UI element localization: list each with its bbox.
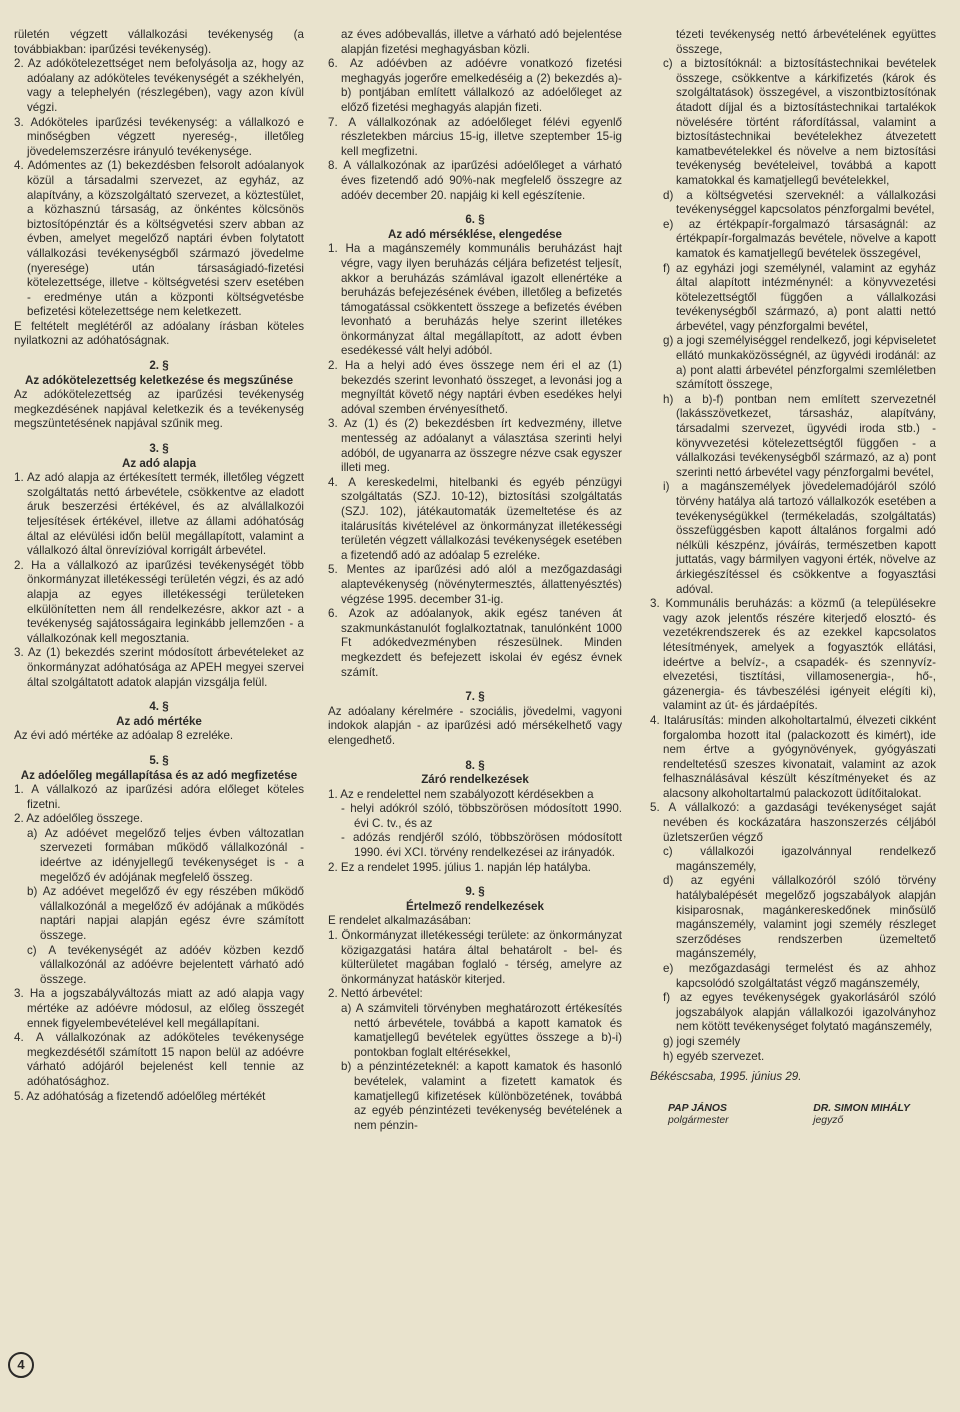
paragraph: E feltételt meglétéről az adóalany írásban köteles nyilatkozni az adóhatóságnak. xyxy=(14,319,304,348)
list-item: 2. Ha a helyi adó éves összege nem éri el az (1) bekezdés szerint levonható összeget, a levonási jog a megnyíltát követő négy naptári évben esedékes helyi adóval szemben érvényesíthető. xyxy=(328,359,622,416)
list-item: 6. Az adóévben az adóévre vonatkozó fizetési meghagyás jogerőre emelkedéséig a (2) bekezdés a)-b) pontjában említett vállalkozó az adóelőleget az előző fizetési meghagyás alapján fizeti. xyxy=(328,57,622,114)
section-number: 3. § xyxy=(149,442,169,456)
section-number: 7. § xyxy=(465,690,485,704)
list-item: 1. A vállalkozó az iparűzési adóra előleget köteles fizetni. xyxy=(14,783,304,811)
sub-item: d) az egyéni vállalkozóról szóló törvény hatálybalépését megelőző jogszabályok alapján kisiparosnak, magánkereskedőnek minősülő magánszemély, valamint jogi személy részleget szerződéses rendszerben üzemeltető magánszemély, xyxy=(663,874,936,961)
list-item: 5. Az adóhatóság a fizetendő adóelőleg mértékét xyxy=(14,1089,266,1103)
section-title: Az adóelőleg megállapítása és az adó megfizetése xyxy=(20,768,298,782)
list-item: 5. A vállalkozó: a gazdasági tevékenységet saját nevében és kockázatára haszonszerzés céljából üzletszerűen végző xyxy=(650,801,936,844)
signatory-name: DR. SIMON MIHÁLY xyxy=(813,1102,910,1114)
paragraph: tézeti tevékenység nettó árbevételének együttes összege, xyxy=(676,28,936,56)
list-item: 4. Adómentes az (1) bekezdésben felsorolt adóalanyok közül a társadalmi szervezet, az egyház, az alapítvány, a közszolgáltató szervezet, a köztestület, a közhasznú társaság, az önkéntes kölcsönös biztosítópénztár és a költségvetési szerv abban az évben, amelyet megelőző naptári évben folytatott vállalkozási tevékenységből származó jövedelme (nyeresége) után társaságiadó-fizetési kötelezettsége, illetve - költségvetési szerv esetében - eredménye után a központi költségvetésbe befizetési kötelezettsége nem keletkezett. xyxy=(14,159,304,319)
signatory-name: PAP JÁNOS xyxy=(668,1102,727,1114)
section-title: Záró rendelkezések xyxy=(421,773,529,787)
section-title: Az adó alapja xyxy=(121,456,197,470)
sub-item: f) az egyházi jogi személynél, valamint az egyház által alapított intézménynél: a könyvvezetési kötelezettségtől függően a vállalkozási tevékenységből származó, a) pont alatti nettó árbevétel, vagy pénzforgalmi bevétel, xyxy=(663,261,936,333)
list-item: 4. Italárusítás: minden alkoholtartalmú, élvezeti cikként forgalomba hozott ital (palackozott és kimért), ide nem értve a gyógynövények, gyógyászati rendeltetésű szeszes kivonatait, valamint az azok felhasználásával készült készítményeket és az alacsony alkoholtartalmú palackozott üdítőitalokat. xyxy=(650,713,936,800)
signature-block xyxy=(813,1103,910,1127)
section-number: 6. § xyxy=(465,213,485,227)
section-title: Értelmező rendelkezések xyxy=(406,899,544,913)
section-title: Az adó mérséklése, elengedése xyxy=(388,227,562,241)
paragraph: az éves adóbevallás, illetve a várható adó bejelentése alapján fizetési meghagyásban közli. xyxy=(341,28,622,56)
column-1 xyxy=(14,28,304,1104)
list-item: 3. Ha a jogszabályváltozás miatt az adó alapja vagy mértéke az adóévre módosul, az előleg összegét ennek figyelembevételével kell megállapítani. xyxy=(14,987,304,1030)
sub-item: e) az értékpapír-forgalmazó társaságnál: az értékpapír-forgalmazás bevétele, növelve a kapott kamatok és kamatjellegű bevételek összegével, xyxy=(663,217,936,260)
paragraph: Az adóalany kérelmére - szociális, jövedelmi, vagyoni indokok alapján - az iparűzési adó mérsékelhető vagy elengedhető. xyxy=(328,704,622,747)
list-item: 1. Önkormányzat illetékességi területe: az önkormányzat közigazgatási határa által behatárolt - bel- és külterületet magában foglaló - térség, amelyre az önkormányzat hatáskör kiterjed. xyxy=(328,929,622,986)
sub-item: c) A tevékenységét az adóév közben kezdő vállalkozónál az adóévre bejelentett várható adó összege. xyxy=(27,943,304,986)
sub-item: d) a költségvetési szerveknél: a vállalkozási tevékenységgel kapcsolatos pénzforgalmi bevétel, xyxy=(663,188,936,217)
section-number: 2. § xyxy=(149,359,169,373)
sub-item: - helyi adókról szóló, többszörösen módosított 1990. évi C. tv., és az xyxy=(341,802,622,830)
list-item: 3. Az (1) és (2) bekezdésben írt kedvezmény, illetve mentesség az adóalanyt a választása szerinti helyi adóból, de ugyanarra az összegre nézve csak egyszer illeti meg. xyxy=(328,417,622,475)
list-item: 5. Mentes az iparűzési adó alól a mezőgazdasági alaptevékenység (növénytermesztés, állattenyésztés) végzése 1995. december 31-ig. xyxy=(328,563,622,606)
sub-item: c) a biztosítóknál: a biztosítástechnikai bevételek összege, csökkentve a kárkifizetés (károk és szolgáltatások) összegével, a viszontbiztosítónak átadott díjjal és a biztosítástechnikai tartalékok növelésére történt ráfordítással, valamint a biztosítástechnikai bevételekhez átvezetett kamatbevételekkel és növelve a nem biztosítási tevékenység bevételeivel, továbbá a kapott kamatokkal és kamatjellegű bevételekkel, xyxy=(663,57,936,187)
column-2 xyxy=(328,28,622,1133)
sub-item: e) mezőgazdasági termelést és az ahhoz kapcsolódó szolgáltatást végző magánszemély, xyxy=(663,962,936,990)
sub-item: h) a b)-f) pontban nem említett szervezetnél (lakásszövetkezet, társasház, alapítvány, társadalmi szervezet, ügyvédi iroda stb.) - könyvvezetési kötelezettségtől függően - a vállalkozási tevékenységből származó, az a) pont szerinti nettó árbevétel vagy pénzforgalmi bevétel, xyxy=(663,392,936,479)
list-item: 4. A kereskedelmi, hitelbanki és egyéb pénzügyi szolgáltatás (SZJ. 10-12), biztosítási szolgáltatás (SZJ. 102), játékautomaták üzemeltetése és az italárusítás kivételével az önkormányzat illetékességi területén végzett vállalkozási tevékenységek esetében a fizetendő adó az adóalap 5 ezreléke. xyxy=(328,475,622,562)
sub-item: g) a jogi személyiséggel rendelkező, jogi képviseletet ellátó munkaközösségnél, az ügyvédi irodánál: az a) pont alatti árbevétel pénzforgalmi szemléletben számított összege, xyxy=(663,334,936,392)
sub-item: i) a magánszemélyek jövedelemadójáról szóló törvény hatálya alá tartozó vállalkozók esetében a tevékenységükkel (termékeladás, szolgáltatás) összefüggésben kapott általános forgalmi adó nélküli készpénz, jóváírás, természetben kapott juttatás, vagy bármilyen vagyoni érték, növelve az árkiegészítéssel és csökkentve a fogyasztási adóval. xyxy=(663,480,936,596)
list-item: 3. Kommunális beruházás: a közmű (a településekre vagy azok jelentős részére kiterjedő elosztó- és vezetékrendszerek és az ezekkel kapcsolatos létesítmények, amelyek a fogyasztók ellátási, ideértve a belvíz-, a csapadék- és szennyvíz-elvezetési, tisztítási, villamosenergia-, hő-, gázenergia- és távbeszélési igényeit elégíti ki), valamint az út- és járdaépítés. xyxy=(650,597,936,713)
sub-item: a) A számviteli törvényben meghatározott értékesítés nettó árbevétele, továbbá a kapott kamatok és kamatjellegű bevételek együttes összege a b)-i) pontokban foglalt eltérésekkel, xyxy=(341,1002,622,1059)
list-item: 1. Az e rendelettel nem szabályozott kérdésekben a xyxy=(328,787,594,801)
section-title: Az adó mértéke xyxy=(116,714,202,728)
list-item: 6. Azok az adóalanyok, akik egész tanéven át szakmunkástanulót foglalkoztatnak, tanulónként 1000 Ft adókedvezményben részesülnek. Minden megkezdett és befejezett iskolai év egész évnek számít. xyxy=(328,607,622,679)
sub-item: b) a pénzintézeteknél: a kapott kamatok és hasonló bevételek, valamint a fizetett kamatok és kamatjellegű kifizetések különbözetének, továbbá az egyéb pénzintézeti tevékenység bevételének a nem pénzin- xyxy=(341,1060,622,1132)
list-item: 2. Az adókötelezettséget nem befolyásolja az, hogy az adóalany az adóköteles tevékenységét a székhelyén, vagy a telephelyén (részlegében), vagy azon kívül végzi. xyxy=(14,57,304,114)
sub-item: f) az egyes tevékenységek gyakorlásáról szóló jogszabályok alapján vállalkozói igazolványhoz nem kötött tevékenységet folytató magánszemély, xyxy=(663,991,936,1034)
list-item: 1. Ha a magánszemély kommunális beruházást hajt végre, vagy ilyen beruházás céljára befizetést teljesít, akkor a beruházás számlával igazolt ellenértéke a beruházás befejezésének évében, illetőleg a befizetés támogatással csökkentett összege a befizetés évében levonható a beruházás helye szerint illetékes önkormányzat által megállapított, az adott évben esedékessé vált helyi adóból. xyxy=(328,242,622,358)
paragraph: E rendelet alkalmazásában: xyxy=(328,914,472,928)
section-number: 8. § xyxy=(465,758,485,772)
list-item: 2. Az adóelőleg összege. xyxy=(14,812,143,826)
list-item: 2. Ez a rendelet 1995. július 1. napján lép hatályba. xyxy=(328,860,591,874)
page-number: 4 xyxy=(8,1352,34,1378)
sub-item: - adózás rendjéről szóló, többszörösen módosított 1990. évi XCI. törvény rendelkezései az irányadók. xyxy=(341,831,622,860)
signatory-role: jegyző xyxy=(813,1114,844,1126)
section-number: 5. § xyxy=(149,753,169,767)
place-date: Békéscsaba, 1995. június 29. xyxy=(650,1070,802,1084)
section-number: 4. § xyxy=(149,700,169,714)
paragraph: Az adókötelezettség az iparűzési tevékenység megkezdésének napjával keletkezik és a tevékenység megszüntetésének napjával szűnik meg. xyxy=(14,388,304,431)
list-item: 1. Az adó alapja az értékesített termék, illetőleg végzett szolgáltatás nettó árbevétele, csökkentve az eladott áruk beszerzési értékével, és az alvállalkozói teljesítések értékével, illetve az állami adóhatóság által az elévülési időn belül megállapított, valamint a vállalkozó által önrevízióval korrigált árbevétel. xyxy=(14,471,304,558)
signatures xyxy=(650,1103,936,1127)
paragraph: Az évi adó mértéke az adóalap 8 ezreléke. xyxy=(14,729,234,743)
sub-item: b) Az adóévet megelőző év egy részében működő vállalkozónál a megelőző év adójának a működés naptári napjai alapján egész évre számított összege. xyxy=(27,885,304,943)
list-item: 3. Az (1) bekezdés szerint módosított árbevételeket az önkormányzat adóhatósága az APEH megyei szervei által szolgáltatott adatok alapján vizsgálja felül. xyxy=(14,646,304,689)
list-item: 2. Ha a vállalkozó az iparűzési tevékenységét több önkormányzat illetékességi területén végzi, és az adó alapja az egyes illetékességi területeken elkülönítetten nem áll rendelkezésre, akkor azt - a tevékenység sajátosságaira leginkább jellemzően - a vállalkozónak kell megosztania. xyxy=(14,558,304,645)
signatory-role: polgármester xyxy=(668,1114,729,1126)
list-item: 8. A vállalkozónak az iparűzési adóelőleget a várható éves fizetendő adó 90%-nak megfelelő összegre az adóév december 20. napjáig ki kell egészítenie. xyxy=(328,159,622,202)
list-item: 4. A vállalkozónak az adóköteles tevékenysége megkezdésétől számított 15 napon belül az adóévre várható adójáról bejelenést kell tennie az adóhatósághoz. xyxy=(14,1031,304,1088)
column-3 xyxy=(650,28,936,1127)
sub-item: c) vállalkozói igazolvánnyal rendelkező magánszemély, xyxy=(663,845,936,873)
sub-item: g) jogi személy xyxy=(663,1034,741,1048)
list-item: 3. Adóköteles iparűzési tevékenység: a vállalkozó e minőségben végzett nyereség-, illetőleg jövedelemszerzésre irányuló tevékenysége. xyxy=(14,115,304,158)
list-item: 7. A vállalkozónak az adóelőleget félévi egyenlő részletekben március 15-ig, illetve szeptember 15-ig kell megfizetni. xyxy=(328,115,622,158)
paragraph: rületén végzett vállalkozási tevékenység (a továbbiakban: iparűzési tevékenység). xyxy=(14,28,304,56)
sub-item: a) Az adóévet megelőző teljes évben változatlan szervezeti formában működő vállalkozónál - ideértve az idényjellegű tevékenységet is - a megelőző év adójának megfelelő összeg. xyxy=(27,826,304,884)
section-number: 9. § xyxy=(465,885,485,899)
signature-block xyxy=(668,1103,729,1127)
section-title: Az adókötelezettség keletkezése és megszűnése xyxy=(24,373,294,387)
sub-item: h) egyéb szervezet. xyxy=(663,1049,765,1063)
list-item: 2. Nettó árbevétel: xyxy=(328,987,423,1001)
